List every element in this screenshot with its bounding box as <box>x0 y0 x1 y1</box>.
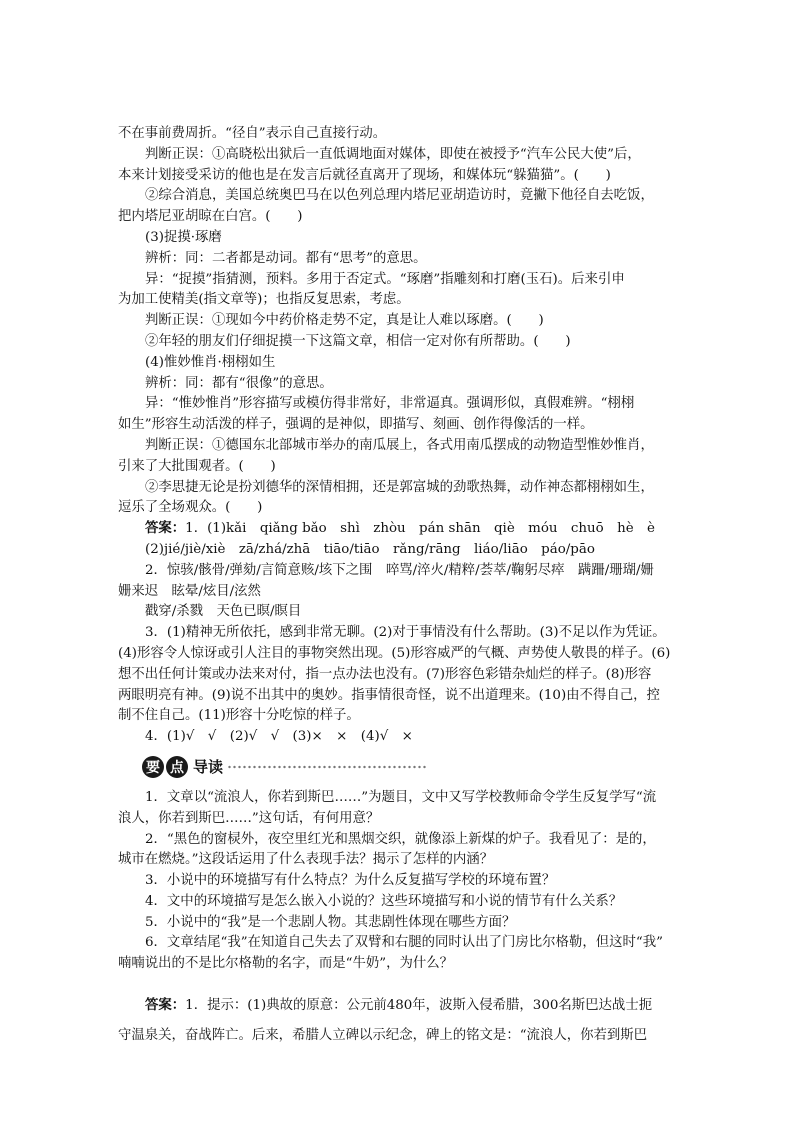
question-line: 1．文章以“流浪人，你若到斯巴……”为题目，文中又写学校教师命令学生反复学写“流 <box>145 789 657 805</box>
answer-text: 1．提示：(1)典故的原意：公元前480年，波斯入侵希腊，300名斯巴达战士扼 <box>185 998 653 1014</box>
answer-line: 想不出任何计策或办法来对付，指一点办法也没有。(7)形容色彩错杂灿烂的样子。(8)形容 <box>118 666 652 682</box>
answer-block-2 <box>118 991 676 1021</box>
section-banner <box>142 754 676 780</box>
text-line: 辨析：同：都有“很像”的意思。 <box>145 375 333 391</box>
text-line: 异：“惟妙惟肖”形容描写或模仿得非常好，非常逼真。强调形似，真假难辨。“栩栩 <box>145 396 635 412</box>
banner-title: 导读 <box>193 758 224 777</box>
answer-line: 两眼明亮有神。(9)说不出其中的奥妙。指事情很奇怪，说不出道理来。(10)由不得自己，控 <box>118 687 660 703</box>
text-line: 把内塔尼亚胡晾在白宫。( ) <box>118 209 303 225</box>
answer-line: (2)jié/jiè/xiè zā/zhá/zhā tiāo/tiāo rǎng/rāng liáo/liāo páo/pāo <box>145 541 595 557</box>
section-heading: (3)捉摸·琢磨 <box>145 229 222 245</box>
text-line: 辨析：同：二者都是动词。都有“思考”的意思。 <box>145 250 427 266</box>
question-line: 3．小说中的环境描写有什么特点？为什么反复描写学校的环境布置？ <box>145 873 556 889</box>
question-line: 喃喃说出的不是比尔格勒的名字，而是“牛奶”，为什么？ <box>118 956 454 972</box>
text-line: 判断正误：①高晓松出狱后一直低调地面对媒体，即使在被授予“汽车公民大使”后， <box>145 146 641 162</box>
question-line: 4．文中的环境描写是怎么嵌入小说的？这些环境描写和小说的情节有什么关系？ <box>145 893 623 909</box>
question-line: 2．“黑色的窗棂外，夜空里红光和黑烟交织，就像添上新煤的炉子。我看见了：是的， <box>145 831 656 847</box>
answer-line: 姗来迟 眩晕/炫目/泫然 <box>118 583 261 599</box>
text-line: 不在事前费周折。“径自”表示自己直接行动。 <box>118 126 387 141</box>
answer-line: 4．(1)√ √ (2)√ √ (3)× × (4)√ × <box>145 729 413 745</box>
answer-label: 答案： <box>145 998 186 1014</box>
section-heading: (4)惟妙惟肖·栩栩如生 <box>145 354 276 370</box>
text-line: ②李思捷无论是扮刘德华的深情相拥，还是郭富城的劲歌热舞，动作神态都栩栩如生， <box>145 479 654 495</box>
text-line: 判断正误：①现如今中药价格走势不定，真是让人难以琢磨。( ) <box>145 313 544 329</box>
answer-text: 1．(1)kǎi qiǎng bǎo shì zhòu pán shān qiè móu chuō hè è <box>185 521 655 537</box>
answer-line: 制不住自己。(11)形容十分吃惊的样子。 <box>118 708 360 724</box>
answer-block-1 <box>118 519 676 540</box>
text-line: 异：“捉摸”指猜测，预料。多用于否定式。“琢磨”指雕刻和打磨(玉石)。后来引申 <box>145 271 625 287</box>
question-line: 浪人，你若到斯巴……”这句话，有何用意？ <box>118 810 380 826</box>
text-line: 如生”形容生动活泼的样子，强调的是神似，即描写、刻画、创作得像活的一样。 <box>118 417 594 433</box>
question-line: 城市在燃烧。”这段话运用了什么表现手法？揭示了怎样的内涵？ <box>118 852 494 868</box>
text-line: 本来计划接受采访的他也是在发言后就径直离开了现场，和媒体玩“躲猫猫”。( ) <box>118 167 611 183</box>
banner-badge: 点 <box>166 756 188 778</box>
text-line: 判断正误：①德国东北部城市举办的南瓜展上，各式用南瓜摆成的动物造型惟妙惟肖， <box>145 437 654 453</box>
text-line: ②年轻的朋友们仔细捉摸一下这篇文章，相信一定对你有所帮助。( ) <box>145 333 571 349</box>
answer-line: 戳穿/杀戮 天色已暝/瞑目 <box>145 604 302 620</box>
answer-line: (4)形容令人惊讶或引人注目的事物突然出现。(5)形容威严的气概、声势使人敬畏的样子。(6) <box>118 645 671 661</box>
text-line: 为加工使精美(指文章等)；也指反复思索，考虑。 <box>118 292 410 308</box>
text-line: 逗乐了全场观众。( ) <box>118 500 263 516</box>
answer-line: 守温泉关，奋战阵亡。后来，希腊人立碑以示纪念，碑上的铭文是：“流浪人，你若到斯巴 <box>118 1028 648 1044</box>
answer-line: 2．惊骇/骸骨/弹劾/言简意赅/垓下之围 啐骂/淬火/精粹/荟萃/鞠躬尽瘁 蹒跚/珊瑚/姗 <box>145 562 654 578</box>
answer-line: 3．(1)精神无所依托，感到非常无聊。(2)对于事情没有什么帮助。(3)不足以作为凭证。 <box>145 625 666 641</box>
answer-label: 答案： <box>145 521 186 537</box>
banner-badge: 要 <box>142 756 164 778</box>
text-line: ②综合消息，美国总统奥巴马在以色列总理内塔尼亚胡造访时，竟撇下他径自去吃饭， <box>145 188 654 204</box>
dotted-rule <box>227 764 427 770</box>
text-line: 引来了大批围观者。( ) <box>118 458 276 474</box>
question-line: 5．小说中的“我”是一个悲剧人物。其悲剧性体现在哪些方面？ <box>145 914 516 930</box>
question-line: 6．文章结尾“我”在知道自己失去了双臂和右腿的同时认出了门房比尔格勒，但这时“我” <box>145 935 663 951</box>
